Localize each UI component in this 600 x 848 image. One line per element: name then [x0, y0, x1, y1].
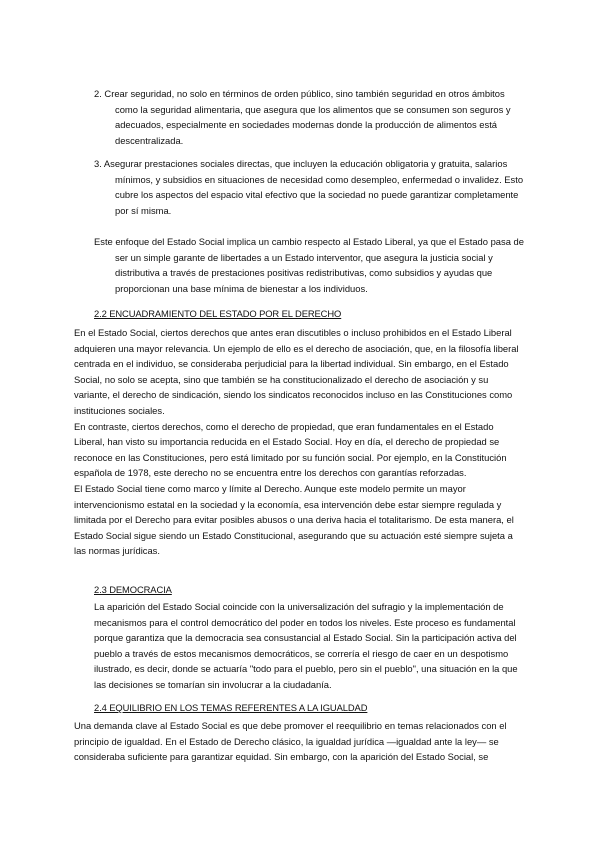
list-item-3: 3. Asegurar prestaciones sociales directas, que incluyen la educación obligatoria y gratuita, salarios mínimos, y subsidios en situaciones de necesidad como desempleo, enfermedad o invalidez. Esto cubre los aspectos del espacio vital efectivo que la sociedad no puede garantizar completamente por sí misma.: [94, 158, 524, 216]
list-item-2: 2. Crear seguridad, no solo en términos de orden público, sino también seguridad en otros ámbitos como la seguridad alimentaria, que asegura que los alimentos que se consumen son seguros y adecuados, especialmente en sociedades modernas donde la producción de alimentos está descentralizada.: [94, 88, 511, 146]
intro-paragraph: Este enfoque del Estado Social implica un cambio respecto al Estado Liberal, ya que el Estado pasa de ser un simple garante de libertades a un Estado interventor, que asegura la justicia social y distributiva a través de prestaciones positivas redistributivas, como subsidios y ayudas que proporcionan una base mínima de bienestar a los individuos.: [94, 236, 524, 294]
section-2-2-body: [74, 325, 524, 559]
section-2-2-paragraph-2: En contraste, ciertos derechos, como el derecho de propiedad, que eran fundamentales en el Estado Liberal, han visto su importancia reducida en el Estado Social. Hoy en día, el derecho de propiedad se reconoce en las Constituciones, pero está limitado por su función social. Por ejemplo, en la Constitución española de 1978, este derecho no se encuentra entre los derechos con garantías reforzadas.: [74, 420, 507, 479]
section-2-3-heading: 2.3 DEMOCRACIA: [94, 584, 172, 595]
section-2-3-paragraph: La aparición del Estado Social coincide con la universalización del sufragio y la implementación de mecanismos para el control democrático del poder en todos los niveles. Este proceso es fundamental porque garantiza que la democracia sea consustancial al Estado Social. Sin la participación activa del pueblo a través de estos mecanismos democráticos, se correría el riesgo de caer en un despotismo ilustrado, es decir, donde se actuaría "todo para el pueblo, pero sin el pueblo", una situación en la que las decisiones se tomarían sin involucrar a la ciudadanía.: [94, 601, 518, 690]
section-2-4-heading: 2.4 EQUILIBRIO EN LOS TEMAS REFERENTES A LA IGUALDAD: [94, 702, 368, 713]
section-2-2-heading: 2.2 ENCUADRAMIENTO DEL ESTADO POR EL DERECHO: [94, 308, 342, 319]
section-2-2-paragraph-3: El Estado Social tiene como marco y límite al Derecho. Aunque este modelo permite un mayor intervencionismo estatal en la sociedad y la economía, esa intervención debe estar siempre regulada y limitada por el Derecho para evitar posibles abusos o una deriva hacia el totalitarismo. De esta manera, el Estado Social sigue siendo un Estado Constitucional, asegurando que su actuación esté siempre sujeta a las normas jurídicas.: [74, 482, 514, 557]
section-2-2-paragraph-1: En el Estado Social, ciertos derechos que antes eran discutibles o incluso prohibidos en el Estado Liberal adquieren una mayor relevancia. Un ejemplo de ello es el derecho de asociación, que, en la filosofía liberal centrada en el individuo, se consideraba perjudicial para la libertad individual. Sin embargo, en el Estado Social, no solo se acepta, sino que también se ha constitucionalizado el derecho de asociación y su variante, el derecho de sindicación, siendo los sindicatos reconocidos incluso en las Constituciones como instituciones sociales.: [74, 327, 519, 416]
section-2-4-paragraph: Una demanda clave al Estado Social es que debe promover el reequilibrio en temas relacionados con el principio de igualdad. En el Estado de Derecho clásico, la igualdad jurídica —igualdad ante la ley— se consideraba suficiente para garantizar equidad. Sin embargo, con la aparición del Estado Social, se: [74, 720, 507, 763]
